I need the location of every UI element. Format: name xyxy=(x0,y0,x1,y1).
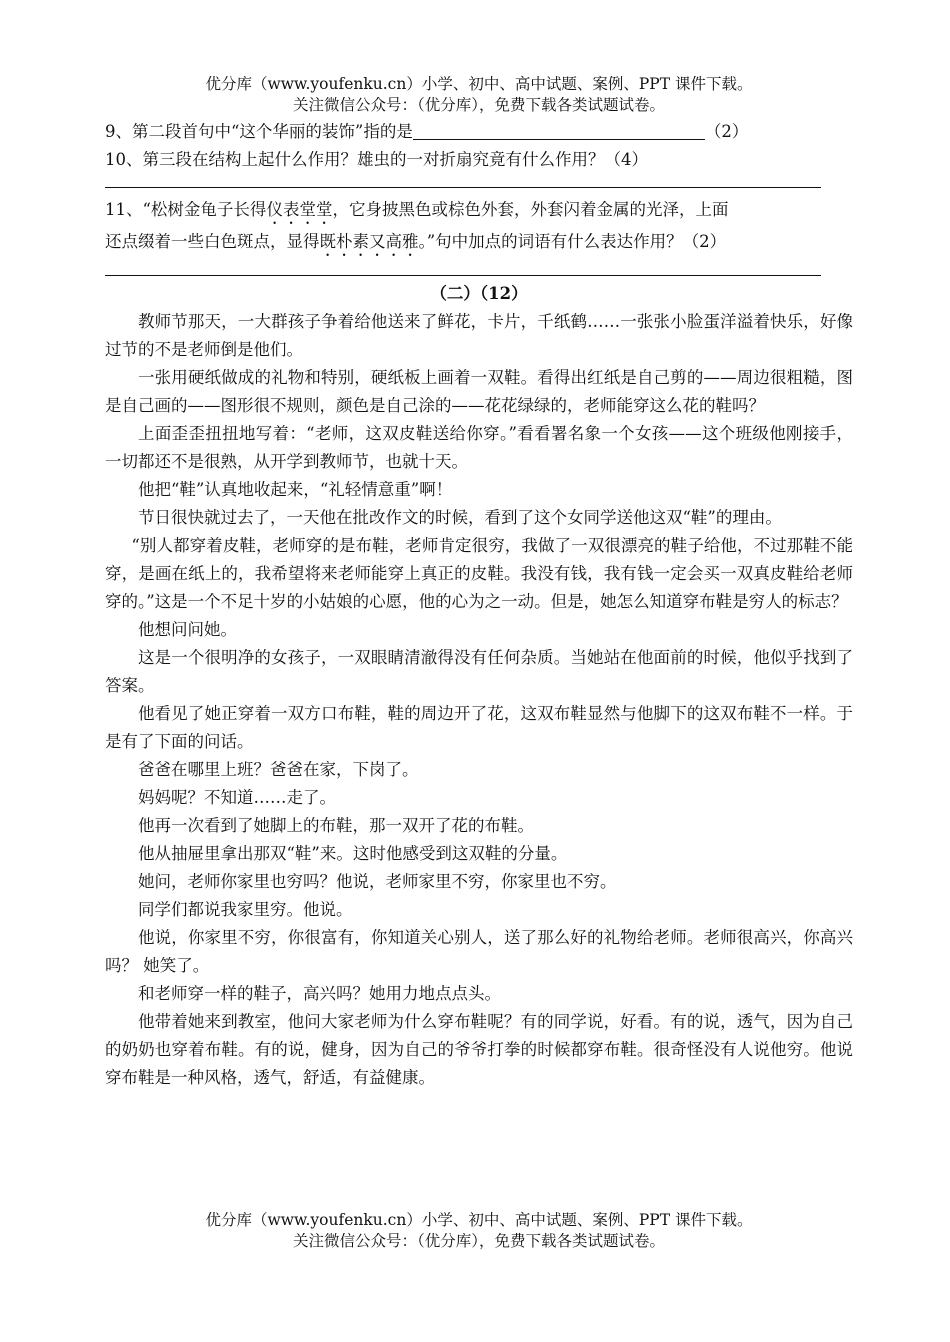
question-9 xyxy=(105,118,853,146)
question-11-line-2 xyxy=(105,228,853,260)
section-title: （二）（12） xyxy=(430,284,528,303)
passage-paragraph: 教师节那天，一大群孩子争着给他送来了鲜花，卡片，千纸鹤……一张张小脸蛋洋溢着快乐，好像过节的不是老师倒是他们。 xyxy=(105,312,853,359)
question-9-text: 9、第二段首句中“这个华丽的装饰”指的是 xyxy=(105,122,413,141)
passage-paragraph: 这是一个很明净的女孩子，一双眼睛清澈得没有任何杂质。当她站在他面前的时候，他似乎找到了答案。 xyxy=(105,648,853,695)
footer-line-2: 关注微信公众号：（优分库），免费下载各类试题试卷。 xyxy=(292,1232,665,1250)
passage-paragraph: 他把“鞋”认真地收起来，“礼轻情意重”啊！ xyxy=(138,480,453,499)
passage-paragraph: 和老师穿一样的鞋子，高兴吗？她用力地点点头。 xyxy=(138,984,501,1003)
passage-paragraph: 节日很快就过去了，一天他在批改作文的时候，看到了这个女同学送他这双“鞋”的理由。 xyxy=(138,508,782,527)
header-line-1: 优分库（www.youfenku.cn）小学、初中、高中试题、案例、PPT 课件下载。 xyxy=(205,75,753,93)
passage-paragraph: 他带着她来到教室，他问大家老师为什么穿布鞋呢？有的同学说，好看。有的说，透气，因为自己的奶奶也穿着布鞋。有的说，健身，因为自己的爷爷打拳的时候都穿布鞋。很奇怪没有人说他穷。他说穿布鞋是一种风格，透气，舒适，有益健康。 xyxy=(105,1012,853,1087)
passage-paragraph: 他从抽屉里拿出那双“鞋”来。这时他感受到这双鞋的分量。 xyxy=(138,844,568,863)
footer-line-1: 优分库（www.youfenku.cn）小学、初中、高中试题、案例、PPT 课件下载。 xyxy=(205,1211,753,1229)
passage-paragraph: 同学们都说我家里穷。他说。 xyxy=(138,900,353,919)
passage-paragraph: 爸爸在哪里上班？爸爸在家，下岗了。 xyxy=(138,760,419,779)
page-header xyxy=(105,74,853,116)
document-page xyxy=(105,74,853,1092)
passage-paragraph: 妈妈呢？不知道……走了。 xyxy=(138,788,336,807)
page-footer xyxy=(105,1210,853,1252)
question-11-text-a: 11、“松树金龟子长得 xyxy=(105,200,267,219)
passage-paragraph: 上面歪歪扭扭地写着：“老师，这双皮鞋送给你穿。”看看署名象一个女孩——这个班级他刚接手，一切都还不是很熟，从开学到教师节，也就十天。 xyxy=(105,424,853,471)
emphasized-phrase-2: 既朴素又高雅 xyxy=(319,232,419,251)
question-11-text-b: ，它身披黑色或棕色外套，外套闪着金属的光泽，上面 xyxy=(332,200,729,219)
question-11-text-d: 。”句中加点的词语有什么表达作用？（2） xyxy=(418,232,727,251)
question-11-text-c: 还点缀着一些白色斑点，显得 xyxy=(105,232,320,251)
header-line-2: 关注微信公众号：（优分库），免费下载各类试题试卷。 xyxy=(292,96,665,114)
passage-paragraph: “别人都穿着皮鞋，老师穿的是布鞋，老师肯定很穷，我做了一双很漂亮的鞋子给他，不过那鞋不能穿，是画在纸上的，我希望将来老师能穿上真正的皮鞋。我没有钱，我有钱一定会买一双真皮鞋给老师穿的。”这是一个不足十岁的小姑娘的心愿，他的心为之一动。但是，她怎么知道穿布鞋是穷人的标志？ xyxy=(105,536,853,611)
question-11-line-1 xyxy=(105,196,853,228)
question-9-blank xyxy=(413,121,705,140)
passage-paragraph: 她问，老师你家里也穷吗？他说，老师家里不穷，你家里也不穷。 xyxy=(138,872,617,891)
question-9-score: （2） xyxy=(704,122,749,141)
passage-paragraph: 他说，你家里不穷，你很富有，你知道关心别人，送了那么好的礼物给老师。老师很高兴，你高兴吗？ 她笑了。 xyxy=(105,928,853,975)
questions-block xyxy=(105,118,853,276)
passage xyxy=(105,308,853,1092)
passage-paragraph: 他看见了她正穿着一双方口布鞋，鞋的周边开了花，这双布鞋显然与他脚下的这双布鞋不一样。于是有了下面的问话。 xyxy=(105,704,853,751)
passage-paragraph: 他想问问她。 xyxy=(138,620,237,639)
emphasized-phrase-1: 仪表堂堂 xyxy=(266,200,333,219)
passage-paragraph: 一张用硬纸做成的礼物和特别，硬纸板上画着一双鞋。看得出红纸是自己剪的——周边很粗糙，图是自己画的——图形很不规则，颜色是自己涂的——花花绿绿的，老师能穿这么花的鞋吗？ xyxy=(105,368,853,415)
question-10-answer-line xyxy=(105,186,821,188)
passage-paragraph: 他再一次看到了她脚上的布鞋，那一双开了花的布鞋。 xyxy=(138,816,534,835)
question-11-answer-line xyxy=(105,274,821,276)
question-10: 10、第三段在结构上起什么作用？雄虫的一对折扇究竟有什么作用？（4） xyxy=(105,150,648,169)
